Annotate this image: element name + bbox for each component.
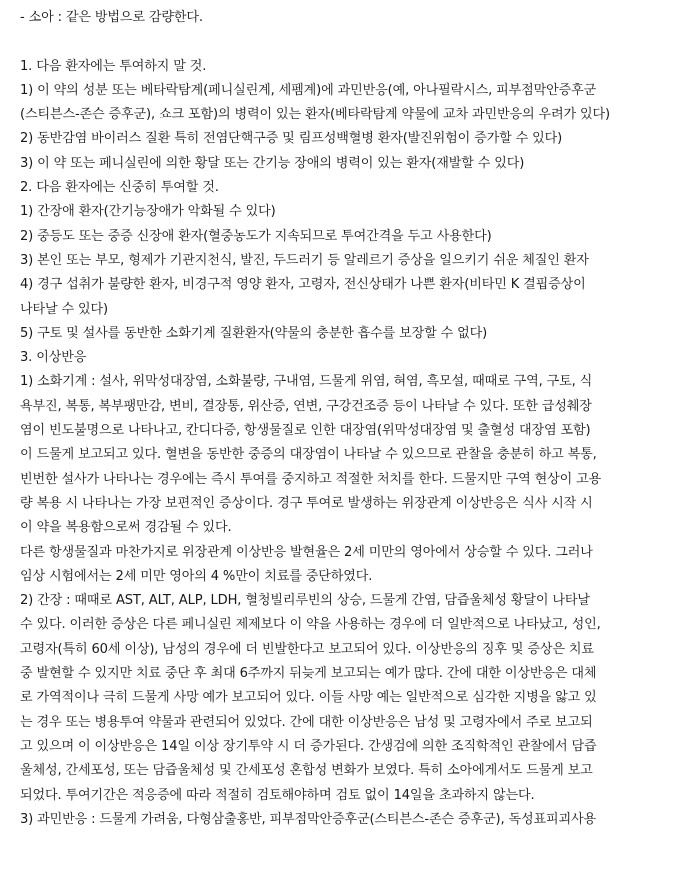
text-line: 3) 본인 또는 부모, 형제가 기관지천식, 발진, 두드러기 등 알레르기 증상을 일으키기 쉬운 체질인 환자 [20, 252, 589, 268]
text-line: 나타날 수 있다) [20, 301, 108, 317]
text-line: 고령자(특히 60세 이상), 남성의 경우에 더 빈발한다고 보고되어 있다. 이상반응의 징후 및 증상은 치료 [20, 641, 594, 657]
text-line: 1) 이 약의 성분 또는 베타락탐계(페니실린계, 세펨계)에 과민반응(예, 아나필락시스, 피부점막안증후군 [20, 82, 597, 98]
text-line: 염이 빈도불명으로 나타나고, 칸디다증, 항생물질로 인한 대장염(위막성대장염 및 출혈성 대장염 포함) [20, 423, 591, 439]
text-line: 수 있다. 이러한 증상은 다른 페니실린 제제보다 이 약을 사용하는 경우에 더 일반적으로 나타났고, 성인, [20, 617, 601, 633]
blank-line [20, 30, 682, 54]
text-line: 임상 시험에서는 2세 미만 영아의 4 %만이 치료를 중단하였다. [20, 568, 373, 584]
text-line: 울체성, 간세포성, 또는 담즙울체성 및 간세포성 혼합성 변화가 보였다. 특히 소아에게서도 드물게 보고 [20, 763, 593, 779]
text-line: 로 가역적이나 극히 드물게 사망 예가 보고되어 있다. 이들 사망 예는 일반적으로 심각한 지병을 앓고 있 [20, 690, 597, 706]
text-line: 는 경우 또는 병용투여 약물과 관련되어 있었다. 간에 대한 이상반응은 남성 및 고령자에서 주로 보고되 [20, 714, 593, 730]
text-line: 고 있으며 이 이상반응은 14일 이상 장기투약 시 더 증가된다. 간생검에 의한 조직학적인 관찰에서 담즙 [20, 738, 597, 754]
text-line: 4) 경구 섭취가 불량한 환자, 비경구적 영양 환자, 고령자, 전신상태가 나쁜 환자(비타민 K 결핍증상이 [20, 277, 586, 293]
text-line: 3) 과민반응 : 드물게 가려움, 다형삼출홍반, 피부점막안증후군(스티븐스-존슨 증후군), 독성표피괴사용 [20, 811, 596, 827]
text-line: 량 복용 시 나타나는 가장 보편적인 증상이다. 경구 투여로 발생하는 위장관계 이상반응은 식사 시작 시 [20, 495, 593, 511]
text-line: - 소아 : 같은 방법으로 감량한다. [20, 10, 203, 25]
text-line: 중 발현할 수 있지만 치료 중단 후 최대 6주까지 뒤늦게 보고되는 예가 많다. 간에 대한 이상반응은 대체 [20, 666, 597, 682]
text-line [20, 832, 682, 856]
text-line: 1) 소화기계 : 설사, 위막성대장염, 소화불량, 구내염, 드물게 위염, 혀염, 흑모설, 때때로 구역, 구토, 식 [20, 374, 593, 390]
text-line: 5) 구토 및 설사를 동반한 소화기계 질환환자(약물의 충분한 흡수를 보장할 수 없다) [20, 325, 488, 341]
text-line: 3) 이 약 또는 페니실린에 의한 황달 또는 간기능 장애의 병력이 있는 환자(재발할 수 있다) [20, 155, 525, 171]
text-line: 이 드물게 보고되고 있다. 혈변을 동반한 중증의 대장염이 나타날 수 있으므로 관찰을 충분히 하고 복통, [20, 447, 597, 463]
text-line: 2) 동반감염 바이러스 질환 특히 전염단핵구증 및 림프성백혈병 환자(발진위험이 증가할 수 있다) [20, 131, 563, 147]
text-line: (스티븐스-존슨 증후군), 쇼크 포함)의 병력이 있는 환자(베타락탐계 약물에 교차 과민반응의 우려가 있다) [20, 107, 610, 123]
text-line: 빈번한 설사가 나타나는 경우에는 즉시 투여를 중지하고 적절한 처치를 한다. 드물지만 구역 현상이 고용 [20, 471, 602, 487]
text-line: 이 약을 복용함으로써 경감될 수 있다. [20, 520, 232, 536]
section-heading: 1. 다음 환자에는 투여하지 말 것. [20, 58, 207, 74]
text-line: 1) 간장애 환자(간기능장애가 악화될 수 있다) [20, 204, 276, 220]
section-heading: 2. 다음 환자에는 신중히 투여할 것. [20, 180, 219, 196]
text-line: 욕부진, 복통, 복부팽만감, 변비, 결장통, 위산증, 연변, 구강건조증 등이 나타날 수 있다. 또한 급성췌장 [20, 398, 592, 414]
section-heading: 3. 이상반응 [20, 350, 87, 366]
text-line: 되었다. 투여기간은 적응증에 따라 적절히 검토해야하며 검토 없이 14일을 초과하지 않는다. [20, 787, 535, 803]
text-line: 2) 간장 : 때때로 AST, ALT, ALP, LDH, 혈청빌리루빈의 상승, 드물게 간염, 담즙울체성 황달이 나타날 [20, 593, 590, 609]
text-line: 다른 항생물질과 마찬가지로 위장관계 이상반응 발현율은 2세 미만의 영아에서 상승할 수 있다. 그러나 [20, 544, 593, 560]
text-line: 2) 중등도 또는 중증 신장애 환자(혈중농도가 지속되므로 투여간격을 두고 사용한다) [20, 228, 492, 244]
